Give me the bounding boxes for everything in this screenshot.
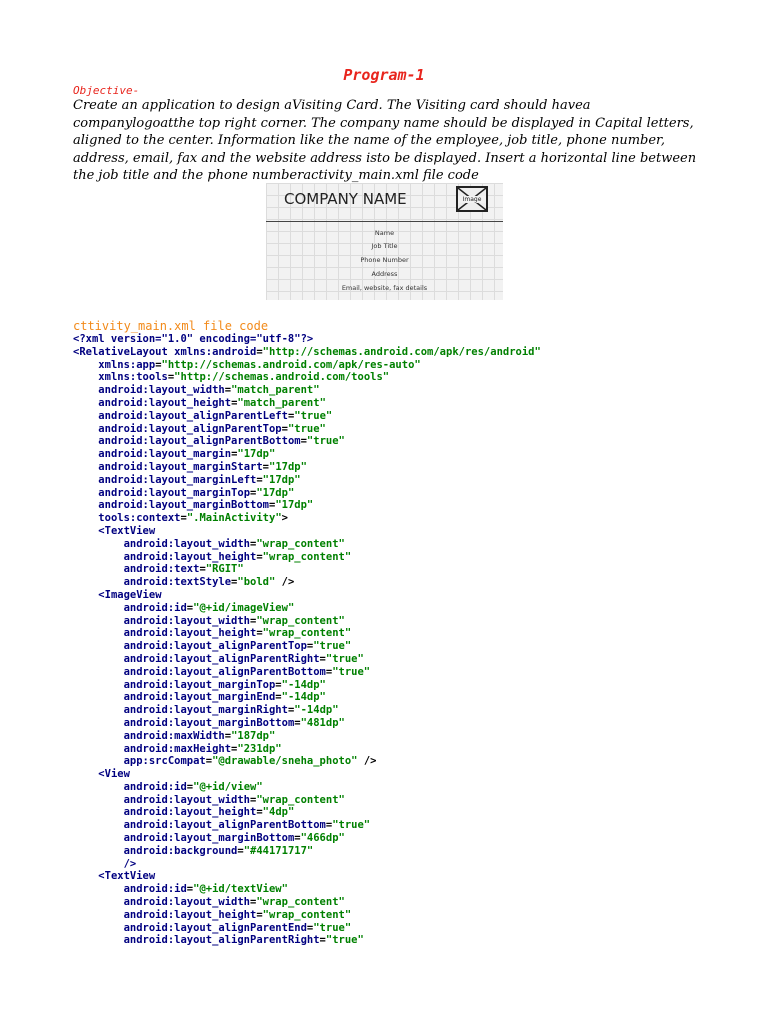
code-attribute: android:layout_width — [123, 614, 251, 627]
code-line — [73, 934, 753, 947]
code-attribute: android:layout_height — [123, 908, 257, 921]
code-attribute: android:id — [123, 883, 187, 896]
code-value: "wrap_content" — [256, 793, 345, 806]
code-attribute: android:layout_alignParentBottom — [123, 819, 326, 832]
code-line — [73, 909, 753, 922]
code-attribute: android:text — [123, 563, 200, 576]
code-attribute: android:layout_marginBottom — [98, 499, 269, 512]
code-attribute: android:layout_height — [123, 806, 257, 819]
code-value: "17dp" — [256, 486, 295, 499]
code-line — [73, 781, 753, 794]
code-equals: = — [224, 384, 232, 397]
code-equals: = — [281, 422, 288, 435]
code-attribute: android:layout_height — [98, 396, 232, 409]
code-equals: = — [256, 550, 263, 563]
code-line — [73, 704, 753, 717]
card-company-name: COMPANY NAME — [284, 190, 407, 208]
code-attribute: android:layout_marginEnd — [123, 691, 276, 704]
code-tag: <TextView — [98, 870, 156, 883]
code-line — [73, 589, 753, 602]
code-line — [73, 896, 753, 909]
code-equals: = — [275, 678, 282, 691]
code-line — [73, 551, 753, 564]
code-value: "true" — [287, 422, 326, 435]
code-equals: = — [287, 409, 295, 422]
code-value: "http://schemas.android.com/apk/res-auto" — [161, 358, 421, 371]
code-line — [73, 666, 753, 679]
code-line — [73, 691, 753, 704]
code-tag: <View — [98, 768, 130, 781]
code-value: "17dp" — [269, 460, 307, 473]
code-line — [73, 832, 753, 845]
code-attribute: android:id — [123, 780, 187, 793]
code-equals: = — [250, 793, 257, 806]
code-line — [73, 730, 753, 743]
code-equals: = — [325, 665, 333, 678]
code-value: "wrap_content" — [262, 908, 352, 921]
code-line — [73, 870, 753, 883]
code-attribute: android:layout_alignParentEnd — [123, 921, 307, 934]
code-attribute: xmlns:tools — [98, 371, 168, 384]
code-tag-end: /> — [275, 576, 295, 589]
code-value: "wrap_content" — [256, 537, 345, 550]
code-line — [73, 435, 753, 448]
code-value: "true" — [325, 934, 364, 947]
code-line — [73, 525, 753, 538]
code-equals: = — [186, 601, 194, 614]
code-line — [73, 397, 753, 410]
code-line — [73, 487, 753, 500]
code-line — [73, 576, 753, 589]
code-attribute: android:layout_alignParentLeft — [98, 409, 288, 422]
code-line — [73, 333, 753, 346]
code-value: "-14dp" — [281, 678, 326, 691]
code-value: "true" — [306, 435, 345, 448]
code-equals: = — [256, 908, 263, 921]
card-contact-details: Email, website, fax details — [341, 284, 428, 292]
code-value: "@drawable/sneha_photo" — [212, 755, 358, 768]
code-line — [73, 499, 753, 512]
code-line — [73, 653, 753, 666]
code-value: "-14dp" — [294, 704, 339, 717]
code-line — [73, 474, 753, 487]
code-tag: <RelativeLayout — [73, 345, 175, 358]
code-line — [73, 743, 753, 756]
code-line — [73, 768, 753, 781]
code-equals: = — [319, 652, 326, 665]
code-equals: = — [268, 499, 276, 512]
code-value: "@+id/view" — [193, 780, 263, 793]
code-line — [73, 679, 753, 692]
code-equals: = — [306, 640, 314, 653]
code-line — [73, 602, 753, 615]
code-equals: = — [186, 883, 194, 896]
code-equals: = — [294, 832, 301, 845]
code-value: "466dp" — [300, 832, 345, 845]
code-attribute: android:layout_width — [123, 537, 251, 550]
code-attribute: android:layout_alignParentTop — [98, 422, 282, 435]
code-equals: = — [155, 358, 162, 371]
code-equals: = — [319, 934, 326, 947]
code-value: "-14dp" — [281, 691, 326, 704]
code-value: "17dp" — [275, 499, 314, 512]
code-equals: = — [167, 371, 175, 384]
code-equals: = — [256, 473, 263, 486]
code-equals: = — [256, 806, 263, 819]
code-line — [73, 922, 753, 935]
code-equals: = — [186, 780, 194, 793]
code-line — [73, 563, 753, 576]
code-attribute: android:textStyle — [123, 576, 232, 589]
code-attribute: android:layout_width — [98, 384, 225, 397]
code-equals: = — [250, 486, 257, 499]
code-value: "http://schemas.android.com/apk/res/android" — [262, 345, 541, 358]
code-line — [73, 819, 753, 832]
code-line — [73, 755, 753, 768]
code-value: "17dp" — [237, 448, 276, 461]
code-tag: /> — [123, 857, 137, 870]
code-line — [73, 845, 753, 858]
code-line — [73, 410, 753, 423]
code-tag-end: /> — [357, 755, 377, 768]
code-xml-declaration: <?xml version="1.0" encoding="utf-8"?> — [73, 333, 314, 345]
code-value: "true" — [332, 665, 371, 678]
visiting-card-image — [266, 183, 503, 300]
card-logo-placeholder — [456, 186, 488, 212]
code-value: "481dp" — [300, 716, 345, 729]
code-attribute: android:layout_marginTop — [98, 486, 251, 499]
code-attribute: android:layout_alignParentRight — [123, 652, 320, 665]
code-value: "@+id/textView" — [193, 883, 288, 896]
code-line — [73, 538, 753, 551]
code-line — [73, 512, 753, 525]
code-value: "187dp" — [231, 729, 276, 742]
code-line — [73, 640, 753, 653]
code-value: "true" — [313, 640, 352, 653]
code-equals: = — [306, 921, 314, 934]
code-line — [73, 371, 753, 384]
code-attribute: android:layout_alignParentTop — [123, 640, 307, 653]
code-equals: = — [300, 435, 307, 448]
code-line — [73, 461, 753, 474]
code-equals: = — [294, 716, 301, 729]
code-value: "true" — [294, 409, 333, 422]
code-value: "231dp" — [237, 742, 282, 755]
code-attribute: xmlns:app — [98, 358, 156, 371]
code-attribute: android:layout_width — [123, 896, 251, 909]
code-value: "wrap_content" — [256, 614, 345, 627]
code-equals: = — [237, 844, 244, 857]
code-attribute: android:layout_width — [123, 793, 251, 806]
code-attribute: app:srcCompat — [123, 755, 206, 768]
code-equals: = — [199, 563, 206, 576]
code-value: "http://schemas.android.com/tools" — [174, 371, 390, 384]
code-equals: = — [224, 729, 232, 742]
code-value: "#44171717" — [243, 844, 314, 857]
code-block — [73, 333, 753, 947]
code-value: "true" — [313, 921, 352, 934]
code-value: "wrap_content" — [256, 896, 345, 909]
code-value: "17dp" — [262, 473, 301, 486]
code-equals: = — [287, 704, 295, 717]
code-line — [73, 615, 753, 628]
card-divider — [266, 221, 503, 222]
code-equals: = — [325, 819, 333, 832]
code-attribute: android:layout_marginRight — [123, 704, 288, 717]
code-equals: = — [205, 755, 213, 768]
code-line — [73, 384, 753, 397]
code-value: ".MainActivity" — [186, 512, 282, 525]
code-value: "bold" — [237, 576, 276, 589]
objective-text: Create an application to design aVisiting Card. The Visiting card should havea companylogoatthe top right corner. The company name should be displayed in Capital letters, aligned to the center. Information like the name of the employee, job title, phone number, address, email, fax and the website address isto be displayed. Insert a horizontal line between the job title and the phone numberactivity_main.xml file code — [73, 98, 697, 183]
code-value: "4dp" — [262, 806, 295, 819]
code-attribute: xmlns:android — [174, 345, 257, 358]
code-tag: <TextView — [98, 524, 156, 537]
code-attribute: android:background — [123, 844, 238, 857]
card-job-title: Job Title — [371, 242, 398, 250]
code-attribute: android:layout_alignParentBottom — [123, 665, 326, 678]
code-line — [73, 359, 753, 372]
code-value: "true" — [332, 819, 371, 832]
code-line — [73, 794, 753, 807]
code-equals: = — [231, 576, 238, 589]
card-logo-label: Image — [458, 196, 486, 203]
code-attribute: android:layout_marginBottom — [123, 832, 295, 845]
code-line — [73, 883, 753, 896]
code-line — [73, 627, 753, 640]
code-attribute: android:layout_marginStart — [98, 460, 263, 473]
code-attribute: android:layout_alignParentRight — [123, 934, 320, 947]
code-attribute: android:layout_marginTop — [123, 678, 276, 691]
code-tag-end: > — [281, 512, 288, 525]
code-equals: = — [256, 627, 263, 640]
code-value: "wrap_content" — [262, 627, 352, 640]
code-equals: = — [275, 691, 282, 704]
code-equals: = — [256, 345, 263, 358]
code-tag: <ImageView — [98, 588, 162, 601]
card-address: Address — [371, 270, 398, 278]
code-line — [73, 448, 753, 461]
code-line — [73, 806, 753, 819]
code-line — [73, 423, 753, 436]
code-attribute: tools:context — [98, 512, 181, 525]
code-attribute: android:maxHeight — [123, 742, 232, 755]
objective-label: Objective- — [73, 84, 140, 97]
code-attribute: android:layout_height — [123, 550, 257, 563]
card-name: Name — [374, 229, 395, 237]
code-value: "wrap_content" — [262, 550, 352, 563]
code-equals: = — [250, 614, 257, 627]
code-attribute: android:layout_alignParentBottom — [98, 435, 301, 448]
code-line — [73, 717, 753, 730]
code-attribute: android:layout_marginLeft — [98, 473, 257, 486]
code-equals: = — [250, 896, 257, 909]
code-equals: = — [231, 448, 238, 461]
code-line — [73, 858, 753, 871]
code-attribute: android:layout_margin — [98, 448, 232, 461]
code-attribute: android:id — [123, 601, 187, 614]
code-value: "@+id/imageView" — [193, 601, 295, 614]
code-line — [73, 346, 753, 359]
code-value: "match_parent" — [237, 396, 326, 409]
code-equals: = — [231, 742, 238, 755]
code-value: "match_parent" — [231, 384, 320, 397]
code-heading: cttivity_main.xml file code — [73, 319, 269, 333]
page-title: Program-1 — [343, 66, 425, 84]
card-phone: Phone Number — [360, 256, 409, 264]
code-equals: = — [231, 396, 238, 409]
code-attribute: android:layout_marginBottom — [123, 716, 295, 729]
code-attribute: android:maxWidth — [123, 729, 225, 742]
code-equals: = — [180, 512, 187, 525]
code-attribute: android:layout_height — [123, 627, 257, 640]
code-equals: = — [250, 537, 257, 550]
code-equals: = — [262, 460, 269, 473]
code-value: "true" — [325, 652, 364, 665]
code-value: "RGIT" — [205, 563, 244, 576]
